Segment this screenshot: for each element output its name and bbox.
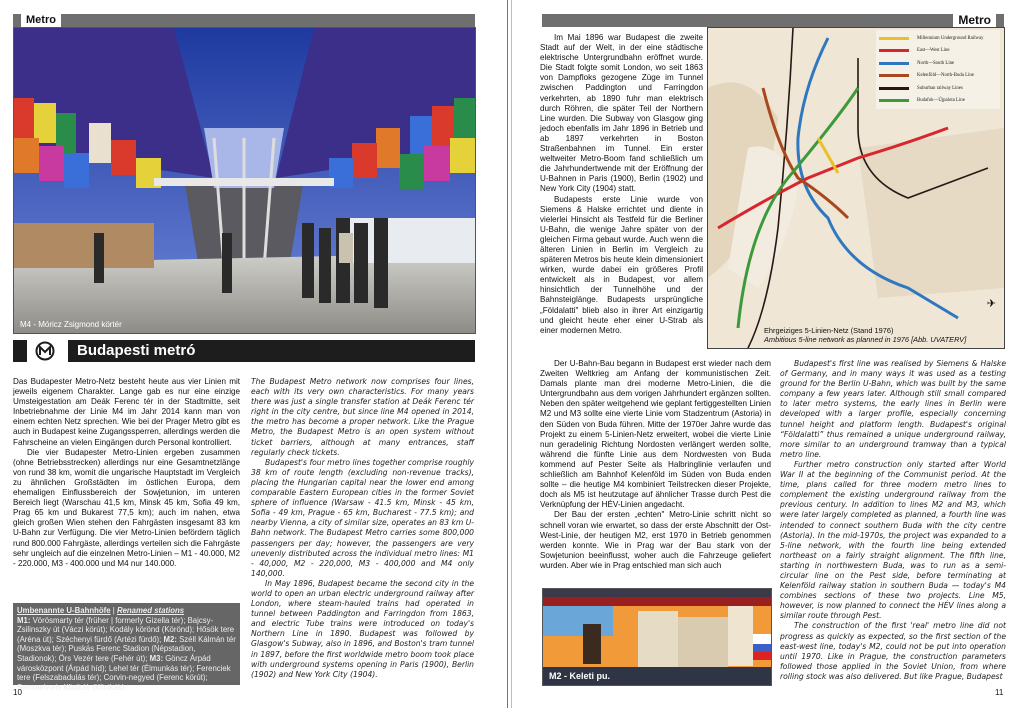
legend-swatch-blue (879, 62, 909, 65)
budapest-metro-logo-icon (35, 341, 55, 361)
line-label-m3: M3: (149, 653, 164, 663)
m1-renamed-list: Vörösmarty tér (früher | formerly Gizella tér); Bajcsy-Zsilinszky út (Váczi körút); Kodály körönd (Körönd); Hősök tere (Aréna út); Széchenyi fürdő (Artézi fürdő); (17, 615, 235, 644)
english-paragraph: In May 1896, Budapest became the second city in the world to open an urban electric underground railway after London, where steam-hauled trains had operated in tunnel between Paddington and Farringdon from 1863, and electric Tube trains were introduced on today's Northern Line in 1890. Budapest was followed by Glasgow's Subway, also in 1896, and Boston's tram tunnel in 1897, before the first worldwide metro boom took place with underground systems opening in Paris (1900), Berlin (1902) and New York City (1904). (251, 578, 474, 679)
running-head-bar (13, 14, 475, 27)
page-number: 10 (13, 688, 22, 697)
german-paragraph: Das Budapester Metro-Netz besteht heute aus vier Linien mit jeweils eigenem Charakter. Lange gab es nur eine einzige Umsteigestation am Deák Ferenc tér in der Stadtmitte, seit Inbetriebnahme der Linie M4 im Jahr 2014 kann man von einem echten Netz sprechen. Wie bei der Prager Metro gibt es auch in Budapest keine Zugangssperren, allerdings werden die Fahrscheine an vielen Eingängen durch Personal kontrolliert. (13, 377, 240, 447)
station-illustration (14, 28, 475, 333)
box-heading-de: Umbenannte U-Bahnhöfe (17, 606, 111, 615)
legend-item (879, 32, 997, 45)
legend-item (879, 57, 997, 70)
map-caption-en: Ambitious 5-line network as planned in 1976 [Abb. UVATERV] (764, 335, 967, 344)
german-paragraph: Die vier Budapester Metro-Linien ergeben zusammen (ohne Betriebsstrecken) allerdings nur eine Gesamtnetzlänge von rund 38 km, womit die ungarische Hauptstadt im Vergleich zu ähnlichen Großstädten im östlichen Europa, dem ehemaligen Einflussbereich der Sowjetunion, im unteren Bereich liegt (Warschau 41,5 km, Minsk 45 km, Sofia 49 km, Prag 65 km und Bukarest 77,5 km); auch im nahen, etwa gleich großen Wien stehen den Fahrgästen insgesamt 83 km U-Bahn zur Verfügung. Die vier Metro-Linien befördern täglich rund 800.000 Fahrgäste, allerdings verteilen sich die Fahrgäste sehr ungleich auf die einzelnen Metro-Linien – M1 - 40.000, M2 - 220.000, M3 - 400.000 und M4 nur 140.000. (13, 447, 240, 568)
airplane-icon: ✈ (986, 298, 996, 310)
line-label-m2: M2: (163, 634, 177, 644)
page-number: 11 (995, 688, 1004, 697)
english-paragraph: Further metro construction only started after World War II at the beginning of the Communist period. At the time, plans called for three modern metro lines to complement the existing underground railway from the previous century. In addition to lines M2 and M3, which were later largely completed as planned, a fourth line was intended to connect southern Buda with the city centre (Astoria). In the mid-1970s, the project was expanded to a 5-line network, with the fourth line being extended northeast on a fairly straight alignment. The fifth line, starting in northwestern Buda, was to run as a semi-circular line on the Pest side, before terminating at Kelenföld railway station in southern Buda — today's M4 combines sections of these two projects. Line M5, however, is now planned to connect the HÉV lines along a similar route through Pest. (780, 459, 1006, 621)
german-paragraph: Der U-Bahn-Bau begann in Budapest erst wieder nach dem Zweiten Weltkrieg am Anfang der kommunistischen Zeit. Damals plante man drei moderne Metro-Linien, die die Untergrundbahn aus dem vorigen Jahrhundert ergänzen sollten. Neben den später weitgehend wie geplant fertiggestellten Linien M2 und M3 sollte eine vierte Linie vom Stadzentrum (Astoria) in den Süden von Buda führen. Mitte der 1970er Jahre wurde das Projekt zu einem 5-Linien-Netz erweitert, wobei die vierte Linie nun geradelinig Richtung Nordosten verlängert werden sollte, während die fünfte Linie aus dem Nordwesten von Buda kommend auf Pester Seite als Halbringlinie verlaufen und schließlich am Bahnhof Kelenföld im Süden von Buda enden sollte – die heutige M4 kombiniert Teilstrecken dieser Projekte, doch als M5 ist heutzutage auf ähnlicher Trasse durch Pest die Verknüpfung der HÉV-Linien angedacht. (540, 359, 771, 510)
map-legend (876, 30, 1000, 109)
legend-label: East—West Line (917, 48, 950, 54)
english-paragraph: The construction of the first 'real' metro line did not progress as quickly as expected, so the first section of the east-west line, today's M2, could not be put into operation until 1970. Like in Prague, the construction parameters followed those applied in the Soviet Union, from where rolling stock was also delivered. But like Prague, Budapest (780, 621, 1006, 681)
legend-label: Budafok—Újpalota Line (917, 98, 965, 104)
english-paragraph: Budapest's four metro lines together comprise roughly 38 km of route length (excluding non-revenue tracks), placing the Hungarian capital near the lower end among comparable Eastern European cities in the former Soviet sphere of influence (Warsaw - 41.5 km, Minsk - 45 km, Sofia - 49 km, Prague - 65 km, Bucharest - 77.5 km); and nearby Vienna, a city of similar size, operates an 83 km U-Bahn network. The Budapest Metro carries some 800,000 passengers per day; however, the passengers are very unevenly distributed across the individual metro lines: M1 - 40,000, M2 - 220,000, M3 - 400,000 and M4 only 140,000. (251, 457, 474, 578)
legend-label: North—South Line (917, 60, 955, 66)
legend-swatch-green (879, 99, 909, 102)
map-caption-de: Ehrgeiziges 5-Linien-Netz (Stand 1976) (764, 326, 894, 335)
running-head-label: Metro (953, 14, 996, 27)
line-label-m1: M1: (17, 615, 31, 625)
english-paragraph: Budapest's first line was realised by Siemens & Halske of Germany, and in many ways it was used as a testing ground for the Berlin U-Bahn, which was built by the same company a few years later. Although still small compared to later metro systems, the early lines in Berlin were developed with a larger profile, especially concerning tunnel height and platform length. Budapest's original “Földalatti” thus remained a unique underground railway, more similar to an underground tramway than a typical metro line. (780, 359, 1006, 459)
hero-photo-station (13, 27, 476, 334)
box-heading-separator: | (110, 606, 117, 615)
page-10 (0, 0, 507, 708)
legend-swatch-brown (879, 74, 909, 77)
german-column-left (13, 377, 240, 569)
legend-swatch-red (879, 49, 909, 52)
legend-label: Suburban railway Lines (917, 85, 963, 91)
running-head-bar (542, 14, 1004, 27)
english-paragraph: The Budapest Metro network now comprises four lines, each with its very own characteristics. For many years there was just a single transfer station at Deák Ferenc tér right in the city centre, but since line M4 opened in 2014, the metro has become a proper network. Like the Prague Metro, the Budapest Metro is an open system without ticket barriers, although at many entrances, staff regularly check tickets. (251, 377, 474, 457)
section-title-bar (13, 340, 475, 362)
german-paragraph: Im Mai 1896 war Budapest die zweite Stadt auf der Welt, in der eine städtische elektrische Untergrundbahn eröffnet wurde. Die Stadt folgte somit London, wo seit 1863 von Dampfloks gezogene Züge im Tunnel zwischen Paddington und Farringdon verkehrten, ab 1890 fuhr man elektrisch durch Röhren, die später Teil der Northern Line wurden. Die Subway von Glasgow ging jedoch ebenfalls im Jahr 1896 in Betrieb und ab 1897 verkehrten in Boston Straßenbahnen im Tunnel. Ein erster weltweiter Metro-Boom fand schließlich um die Jahrhundertwende mit der Eröffnung der U-Bahnen in Paris (1900), Berlin (1902) und New York City (1904) statt. (540, 33, 703, 194)
legend-item (879, 82, 997, 95)
photo-caption: M4 - Móricz Zsigmond körtér (20, 320, 122, 329)
legend-item (879, 70, 997, 83)
legend-label: Millennium Underground Railway (917, 35, 984, 41)
m3-renamed-list: Göncz Árpád városközpont (Árpád híd); Lehel tér (Élmunkás tér); Ferenciek tere (Felszabadulás tér); Corvin-negyed (Ferenc körút); Semmelweis Klinikák (Klinikák) (17, 653, 231, 692)
photo-caption: M2 - Keleti pu. (549, 671, 611, 681)
map-caption (764, 326, 966, 344)
m2-renamed-list: Széll Kálmán tér (Moszkva tér); Puskás Ferenc Stadion (Népstadion, Stadionok); Örs Vezér tere (Fehér út); (17, 634, 236, 663)
title-bar-block (13, 340, 27, 362)
running-head-label: Metro (21, 14, 61, 27)
section-title: Budapesti metró (68, 340, 475, 362)
german-paragraph: Der Bau der ersten „echten" Metro-Linie schritt nicht so schnell voran wie erwartet, so dass der erste Abschnitt der Ost-West-Linie, der heutigen M2, erst 1970 in Betrieb genommen werden konnte. Wie in Prag war der Bau stark von der Sowjetunion beeinflusst, woher auch die Fahrzeuge geliefert wurden. Aber wie in Prag entschied man sich auch (540, 510, 771, 570)
german-column-top (540, 33, 703, 336)
bottom-photo-keleti (542, 588, 772, 686)
english-column-right (780, 359, 1006, 682)
legend-swatch-black (879, 87, 909, 90)
legend-swatch-yellow (879, 37, 909, 40)
english-column-left (251, 377, 474, 680)
renamed-stations-box (13, 603, 240, 692)
box-heading-en: Renamed stations (116, 606, 185, 615)
legend-item (879, 95, 997, 108)
german-column-bottom (540, 359, 771, 571)
metro-network-map-1976 (707, 27, 1005, 349)
german-paragraph: Budapests erste Linie wurde von Siemens & Halske errichtet und diente in vielerlei Hinsicht als Testfeld für die Berliner U-Bahn, die wenige Jahre später von der gleichen Firma gebaut wurde. Auch wenn die älteren Linien in Berlin im Vergleich zu späteren Metros bis heute klein dimensioniert wirken, wurde dabei ein größeres Profil entwickelt als in Budapest, vor allem hinsichtlich der Tunnelhöhe und der Bahnsteiglänge. Budapests ursprüngliche „Földalatti" blieb also in ihrer Art einzigartig und gleicht heute eher einer U-Strab als einer modernen Metro. (540, 194, 703, 335)
legend-item (879, 45, 997, 58)
legend-label: Kelenföld—North-Buda Line (917, 73, 974, 79)
